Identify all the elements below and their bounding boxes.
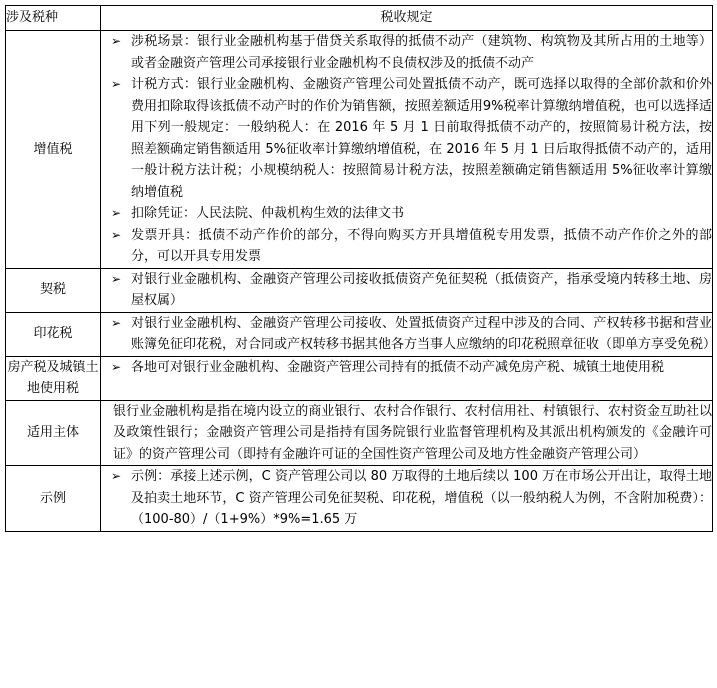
arrow-bullet-icon: ➢ (110, 315, 122, 330)
tax-name-cell: 适用主体 (6, 400, 101, 466)
rules-cell (101, 400, 713, 466)
rules-cell (101, 31, 713, 269)
rule-item (101, 74, 712, 203)
table-row-deed-tax (6, 268, 713, 312)
rule-text: 发票开具：抵债不动产作价的部分，不得向购买方开具增值税专用发票，抵债不动产作价之外的部分，可以开具专用发票 (131, 227, 712, 264)
table-row-vat (6, 31, 713, 269)
rule-item (101, 203, 712, 225)
arrow-bullet-icon: ➢ (110, 77, 122, 91)
rule-item (101, 225, 712, 268)
header-tax-type: 涉及税种 (6, 6, 101, 31)
rule-text: 对银行业金融机构、金融资产管理公司接收抵债资产免征契税（抵债资产，指承受境内转移土地、房屋权属） (131, 271, 712, 308)
table-row-stamp-tax (6, 312, 713, 356)
rule-item (101, 269, 712, 312)
rule-text: 各地可对银行业金融机构、金融资产管理公司持有的抵债不动产减免房产税、城镇土地使用税 (131, 359, 665, 375)
tax-rules-table (5, 5, 717, 532)
tax-name-cell: 契税 (6, 268, 101, 312)
rules-cell (101, 312, 717, 356)
rules-cell (101, 356, 713, 400)
rule-text: 示例：承接上述示例，C 资产管理公司以 80 万取得的土地后续以 100 万在市场公开出让，取得土地及拍卖土地环节，C 资产管理公司免征契税、印花税，增值税（以一般纳税人为例，不含附加税费）：（100-80）/（1+9%）*9%=1.65 万 (131, 469, 712, 527)
arrow-bullet-icon: ➢ (110, 227, 122, 242)
rule-item (101, 357, 712, 379)
rules-cell (101, 268, 713, 312)
arrow-bullet-icon: ➢ (110, 34, 122, 48)
table-row-applicable-entities (6, 400, 713, 466)
table-row-example (6, 466, 713, 532)
arrow-bullet-icon: ➢ (110, 206, 122, 220)
rule-text: 计税方式：银行业金融机构、金融资产管理公司处置抵债不动产，既可选择以取得的全部价款和价外费用扣除取得该抵债不动产时的作价为销售额，按照差额适用9%税率计算缴纳增值税，也可以选择适用下列一般规定：一般纳税人：在 2016 年 5 月 1 日前取得抵债不动产的，按照简易计税方法，按照差额确定销售额适用 5%征收率计算缴纳增值税，在 2016 年 5 月 1 日后取得抵债不动产的，适用一般计税方法计税；小规模纳税人：按照简易计税方法，按照差额确定销售额适用 5%征收率计算缴纳增值税 (131, 77, 712, 200)
rule-item (101, 313, 717, 356)
rule-item (101, 31, 712, 74)
arrow-bullet-icon: ➢ (110, 469, 122, 483)
tax-name-cell: 增值税 (6, 31, 101, 269)
rule-text: 银行业金融机构是指在境内设立的商业银行、农村合作银行、农村信用社、村镇银行、农村资金互助社以及政策性银行；金融资产管理公司是指持有国务院银行业监督管理机构及其派出机构颁发的《金融许可证》的资产管理公司（即持有金融许可证的全国性资产管理公司及地方性金融资产管理公司） (113, 403, 712, 462)
rule-item (101, 466, 712, 531)
header-tax-rules: 税收规定 (101, 6, 713, 31)
arrow-bullet-icon: ➢ (110, 271, 122, 286)
tax-name-cell: 房产税及城镇土地使用税 (6, 356, 101, 400)
table-header-row (6, 6, 713, 31)
tax-name-cell: 印花税 (6, 312, 101, 356)
rule-text: 涉税场景：银行业金融机构基于借贷关系取得的抵债不动产（建筑物、构筑物及其所占用的土地等）或者金融资产管理公司承接银行业金融机构不良债权涉及的抵债不动产 (131, 34, 712, 71)
tax-name-cell: 示例 (6, 466, 101, 532)
table-row-property-tax (6, 356, 713, 400)
arrow-bullet-icon: ➢ (110, 359, 122, 374)
rule-text: 扣除凭证：人民法院、仲裁机构生效的法律文书 (131, 206, 405, 221)
rule-text: 对银行业金融机构、金融资产管理公司接收、处置抵债资产过程中涉及的合同、产权转移书据和营业账簿免征印花税，对合同或产权转移书据其他各方当事人应缴纳的印花税照章征收（即单方享受免税） (131, 315, 717, 352)
rules-cell (101, 466, 713, 532)
